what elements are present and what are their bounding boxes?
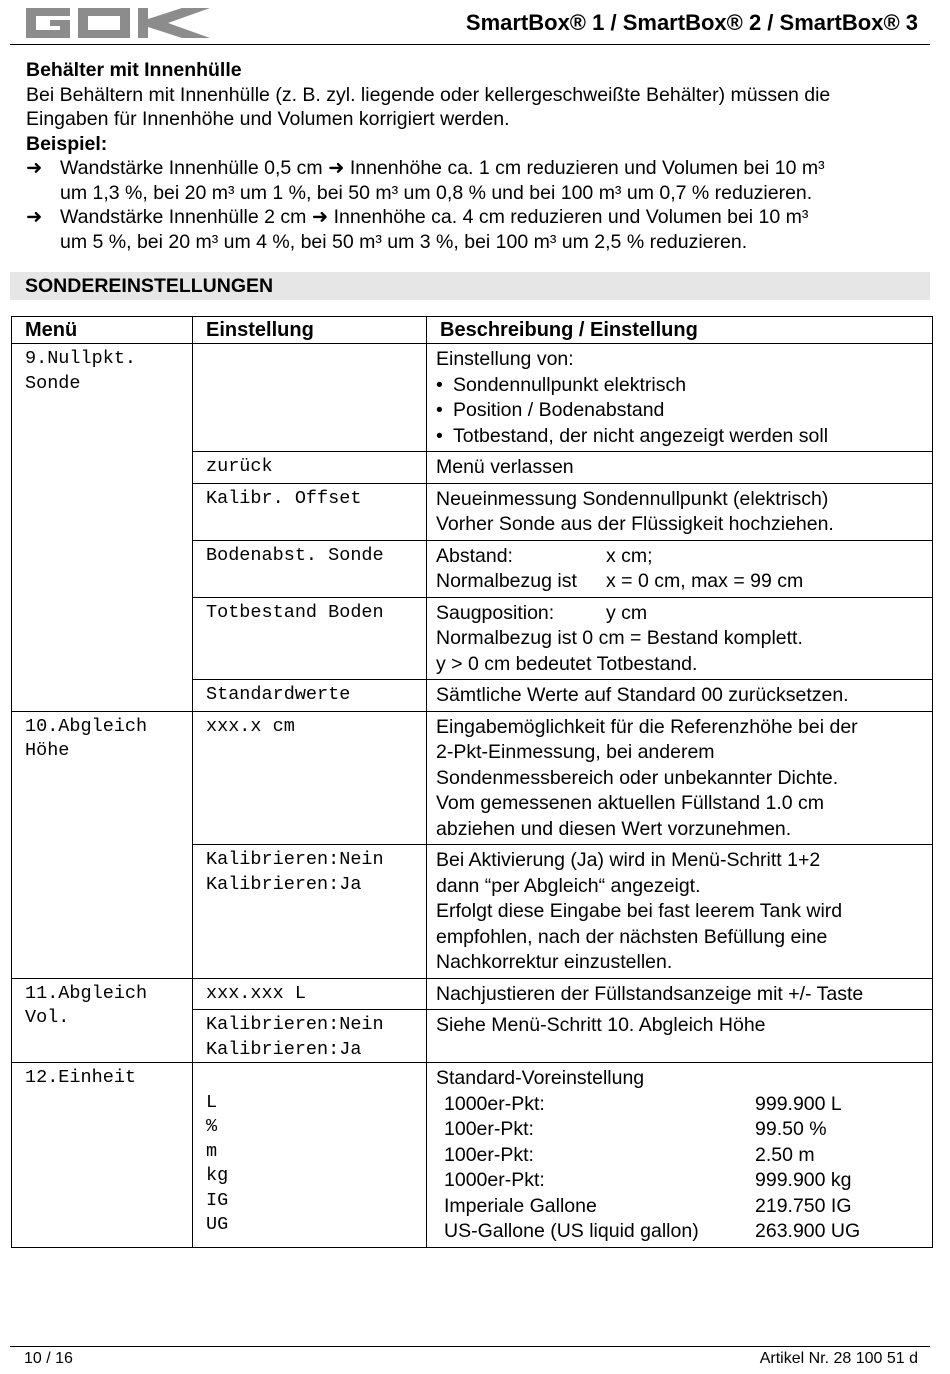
description-line: Erfolgt diese Eingabe bei fast leerem Tank wird xyxy=(436,900,843,922)
description-line: 2-Pkt-Einmessung, bei anderem xyxy=(436,741,715,763)
unit-defaults xyxy=(427,1063,933,1248)
description-line: Vorher Sonde aus der Flüssigkeit hochziehen. xyxy=(436,513,834,535)
description-line: Neueinmessung Sondennullpunkt (elektrisch) xyxy=(436,487,829,510)
list-item xyxy=(436,1194,928,1220)
description-value: x = 0 cm, max = 99 cm xyxy=(606,570,804,592)
unit-options: L % m kg IG UG xyxy=(193,1063,427,1248)
page-header xyxy=(10,2,930,45)
description-line: y > 0 cm bedeutet Totbestand. xyxy=(436,652,698,675)
description-line: Nachkorrektur einzustellen. xyxy=(436,951,673,973)
list-item: • Sondennullpunkt elektrisch xyxy=(436,373,928,399)
arrow-icon: ➜ xyxy=(26,157,43,179)
description-value: y cm xyxy=(606,601,648,624)
intro-line-2: Eingaben für Innenhöhe und Volumen korrigiert werden. xyxy=(26,108,510,130)
menu-12-label: 12.Einheit xyxy=(12,1063,193,1248)
setting-value: Bodenabst. Sonde xyxy=(193,540,427,597)
unit-value: 2.50 m xyxy=(755,1143,815,1166)
article-number: Artikel Nr. 28 100 51 d xyxy=(759,1350,918,1367)
list-item xyxy=(436,1168,928,1194)
description-key: Normalbezug ist xyxy=(436,570,577,592)
unit-defaults-heading: Standard-Voreinstellung xyxy=(436,1067,645,1089)
unit-label: 1000er-Pkt: xyxy=(444,1169,545,1191)
unit-value: 999.900 L xyxy=(755,1092,842,1115)
gok-logo xyxy=(24,6,212,40)
list-item: • Position / Bodenabstand xyxy=(436,398,928,424)
setting-description: Menü verlassen xyxy=(427,452,933,484)
setting-value: Kalibr. Offset xyxy=(193,483,427,540)
intro-line-1: Bei Behältern mit Innenhülle (z. B. zyl. liegende oder kellergeschweißte Behälter) müssen die xyxy=(26,83,831,106)
description-line: dann “per Abgleich“ angezeigt. xyxy=(436,874,701,897)
empty-cell xyxy=(193,344,427,452)
list-item xyxy=(436,1092,928,1118)
example-1-line-2: um 1,3 %, bei 20 m³ um 1 %, bei 50 m³ um 0,8 % und bei 100 m³ um 0,7 % reduzieren. xyxy=(60,181,813,204)
description-line: Bei Aktivierung (Ja) wird in Menü-Schritt 1+2 xyxy=(436,849,821,871)
example-heading: Beispiel: xyxy=(26,132,108,155)
table-row xyxy=(12,978,933,1010)
unit-value: 99.50 % xyxy=(755,1118,827,1140)
setting-description: Sämtliche Werte auf Standard 00 zurücksetzen. xyxy=(427,680,933,712)
description-value: x cm; xyxy=(606,544,653,567)
example-2-line-1: Wandstärke Innenhülle 2 cm ➜ Innenhöhe ca. 4 cm reduzieren und Volumen bei 10 m³ xyxy=(60,206,809,228)
table-row xyxy=(12,711,933,845)
description-line: Normalbezug ist 0 cm = Bestand komplett. xyxy=(436,627,803,649)
setting-description xyxy=(427,845,933,979)
setting-value: Standardwerte xyxy=(193,680,427,712)
list-item xyxy=(436,1219,928,1245)
header-menu: Menü xyxy=(12,317,193,344)
setting-description: Nachjustieren der Füllstandsanzeige mit +/- Taste xyxy=(427,978,933,1010)
setting-value: Totbestand Boden xyxy=(193,597,427,680)
example-item-2 xyxy=(26,205,926,254)
example-item-1 xyxy=(26,156,926,205)
intro-section xyxy=(26,58,926,254)
description-line: Eingabemöglichkeit für die Referenzhöhe bei der xyxy=(436,715,858,738)
description-line: Vom gemessenen aktuellen Füllstand 1.0 cm xyxy=(436,792,825,814)
description-line xyxy=(436,569,928,595)
header-setting: Einstellung xyxy=(193,317,427,344)
description-line xyxy=(436,544,928,570)
menu-11-label: 11.Abgleich Vol. xyxy=(12,978,193,1063)
example-1-line-1: Wandstärke Innenhülle 0,5 cm ➜ Innenhöhe ca. 1 cm reduzieren und Volumen bei 10 m³ xyxy=(60,157,825,179)
description-key: Saugposition: xyxy=(436,601,555,624)
list-item xyxy=(436,1143,928,1169)
arrow-icon: ➜ xyxy=(26,206,43,228)
unit-value: 263.900 UG xyxy=(755,1220,861,1242)
table-row xyxy=(12,344,933,452)
section-title: SONDEREINSTELLUNGEN xyxy=(25,275,274,297)
unit-value: 999.900 kg xyxy=(755,1169,852,1191)
section-header xyxy=(10,272,930,300)
page-footer xyxy=(10,1346,930,1367)
page-number: 10 / 16 xyxy=(24,1350,73,1367)
intro-heading: Behälter mit Innenhülle xyxy=(26,59,242,81)
setting-value: zurück xyxy=(193,452,427,484)
table-header-row xyxy=(12,317,933,344)
setting-description xyxy=(427,597,933,680)
setting-value: Kalibrieren:Nein Kalibrieren:Ja xyxy=(193,1010,427,1063)
setting-value: Kalibrieren:Nein Kalibrieren:Ja xyxy=(193,845,427,979)
document-title: SmartBox® 1 / SmartBox® 2 / SmartBox® 3 xyxy=(465,10,918,35)
description-line: empfohlen, nach der nächsten Befüllung eine xyxy=(436,925,828,948)
settings-table xyxy=(11,316,933,1248)
header-description: Beschreibung / Einstellung xyxy=(427,317,933,344)
list-item: • Totbestand, der nicht angezeigt werden soll xyxy=(436,424,928,450)
menu-9-intro xyxy=(427,344,933,452)
description-key: Abstand: xyxy=(436,544,513,567)
setting-description: Siehe Menü-Schritt 10. Abgleich Höhe xyxy=(427,1010,933,1063)
unit-label: Imperiale Gallone xyxy=(444,1194,597,1217)
unit-value: 219.750 IG xyxy=(755,1194,852,1217)
setting-description xyxy=(427,711,933,845)
example-2-line-2: um 5 %, bei 20 m³ um 4 %, bei 50 m³ um 3 %, bei 100 m³ um 2,5 % reduzieren. xyxy=(60,230,748,253)
unit-label: US-Gallone (US liquid gallon) xyxy=(444,1220,699,1242)
setting-description xyxy=(427,483,933,540)
setting-description xyxy=(427,540,933,597)
unit-label: 100er-Pkt: xyxy=(444,1143,534,1166)
setting-value: xxx.xxx L xyxy=(193,978,427,1010)
menu-9-intro-text: Einstellung von: xyxy=(436,348,574,370)
menu-10-label: 10.Abgleich Höhe xyxy=(12,711,193,978)
description-line xyxy=(436,601,928,627)
table-row xyxy=(12,1063,933,1248)
unit-label: 1000er-Pkt: xyxy=(444,1092,545,1115)
unit-label: 100er-Pkt: xyxy=(444,1118,534,1140)
menu-9-label: 9.Nullpkt. Sonde xyxy=(12,344,193,712)
description-line: Sondenmessbereich oder unbekannter Dichte. xyxy=(436,766,839,789)
description-line: abziehen und diesen Wert vorzunehmen. xyxy=(436,817,792,840)
list-item xyxy=(436,1117,928,1143)
setting-value: xxx.x cm xyxy=(193,711,427,845)
